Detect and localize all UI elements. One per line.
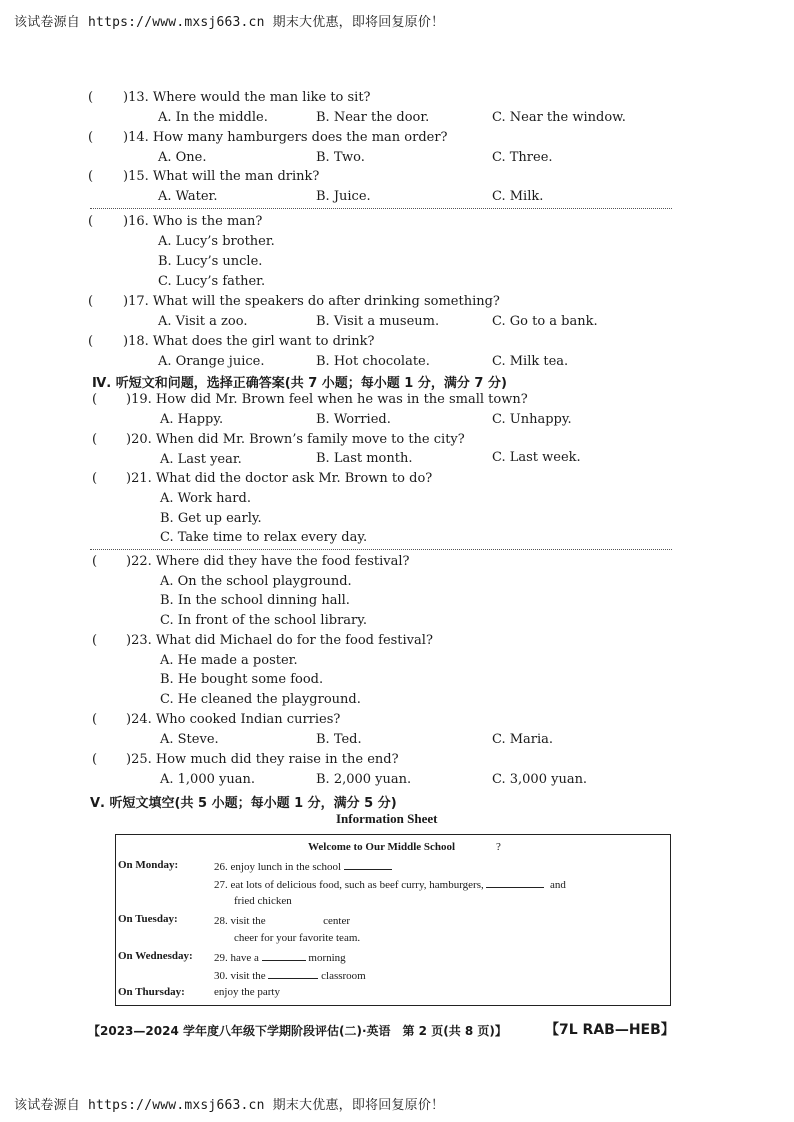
- question-14: )14. How many hamburgers does the man order?: [123, 130, 448, 145]
- option-b: B. Visit a museum.: [316, 314, 440, 329]
- information-sheet-box: [115, 834, 671, 1006]
- option-a: A. Water.: [158, 189, 218, 204]
- answer-paren: (: [88, 169, 94, 184]
- dotted-divider: [90, 549, 672, 550]
- answer-paren: (: [92, 752, 98, 767]
- sheet-mark: ?: [496, 841, 501, 853]
- source-banner-top: 该试卷源自 https://www.mxsj663.cn 期末大优惠，即将回复原价！: [14, 15, 445, 30]
- blank-26[interactable]: [344, 859, 392, 870]
- option-c: C. In front of the school library.: [160, 613, 367, 628]
- option-c: C. Lucy’s father.: [158, 274, 266, 289]
- option-b: B. Hot chocolate.: [316, 354, 430, 369]
- page-footer: 【2023—2024 学年度八年级下学期阶段评估(二)·英语 第 2 页(共 8 页)】: [88, 1024, 507, 1038]
- option-c: C. Near the window.: [492, 110, 626, 125]
- option-c: C. Go to a bank.: [492, 314, 598, 329]
- item-28-cont: cheer for your favorite team.: [234, 932, 361, 944]
- answer-paren: (: [88, 214, 94, 229]
- question-22: )22. Where did they have the food festival?: [126, 554, 410, 569]
- option-b: B. 2,000 yuan.: [316, 772, 412, 787]
- option-a: A. 1,000 yuan.: [160, 772, 255, 787]
- option-b: B. In the school dinning hall.: [160, 593, 350, 608]
- option-c: C. Unhappy.: [492, 412, 572, 427]
- item-27: 27. eat lots of delicious food, such as beef curry, hamburgers, and: [214, 879, 566, 891]
- option-a: A. He made a poster.: [160, 653, 298, 668]
- option-c: C. Last week.: [492, 450, 581, 465]
- question-18: )18. What does the girl want to drink?: [123, 334, 375, 349]
- question-21: )21. What did the doctor ask Mr. Brown to do?: [126, 471, 433, 486]
- dotted-divider: [90, 208, 672, 209]
- day-tuesday: On Tuesday:: [118, 913, 178, 925]
- blank-30[interactable]: [268, 968, 318, 979]
- answer-paren: (: [92, 471, 98, 486]
- answer-paren: (: [92, 712, 98, 727]
- item-26: 26. enjoy lunch in the school: [214, 859, 392, 873]
- question-25: )25. How much did they raise in the end?: [126, 752, 399, 767]
- answer-paren: (: [88, 294, 94, 309]
- day-thursday: On Thursday:: [118, 986, 185, 998]
- option-c: C. Maria.: [492, 732, 554, 747]
- option-b: B. He bought some food.: [160, 672, 324, 687]
- answer-paren: (: [88, 334, 94, 349]
- sheet-heading: Welcome to Our Middle School: [308, 841, 456, 853]
- blank-28[interactable]: [268, 913, 320, 924]
- day-wednesday: On Wednesday:: [118, 950, 193, 962]
- option-a: A. Orange juice.: [158, 354, 265, 369]
- option-a: A. Steve.: [160, 732, 219, 747]
- option-a: A. One.: [158, 150, 207, 165]
- option-c: C. Take time to relax every day.: [160, 530, 368, 545]
- option-b: B. Worried.: [316, 412, 391, 427]
- question-24: )24. Who cooked Indian curries?: [126, 712, 341, 727]
- answer-paren: (: [92, 554, 98, 569]
- question-16: )16. Who is the man?: [123, 214, 263, 229]
- blank-27[interactable]: [486, 877, 544, 888]
- option-a: A. In the middle.: [158, 110, 268, 125]
- paper-code: 【7L RAB—HEB】: [545, 1022, 675, 1038]
- option-b: B. Last month.: [316, 451, 413, 466]
- section-4-heading: Ⅳ. 听短文和问题，选择正确答案(共 7 小题；每小题 1 分，满分 7 分): [92, 376, 507, 391]
- blank-29[interactable]: [262, 950, 306, 961]
- item-party: enjoy the party: [214, 986, 280, 998]
- answer-paren: (: [92, 633, 98, 648]
- option-c: C. 3,000 yuan.: [492, 772, 588, 787]
- source-banner-bottom: 该试卷源自 https://www.mxsj663.cn 期末大优惠，即将回复原价！: [14, 1098, 445, 1113]
- answer-paren: (: [92, 432, 98, 447]
- option-c: C. Milk.: [492, 189, 544, 204]
- item-29: 29. have a morning: [214, 952, 346, 964]
- question-15: )15. What will the man drink?: [123, 169, 320, 184]
- answer-paren: (: [88, 90, 94, 105]
- option-a: A. Work hard.: [160, 491, 251, 506]
- answer-paren: (: [88, 130, 94, 145]
- option-b: B. Near the door.: [316, 110, 430, 125]
- item-30: 30. visit the classroom: [214, 970, 366, 982]
- question-19: )19. How did Mr. Brown feel when he was in the small town?: [126, 392, 528, 407]
- option-a: A. Happy.: [160, 412, 224, 427]
- question-13: )13. Where would the man like to sit?: [123, 90, 371, 105]
- option-b: B. Ted.: [316, 732, 362, 747]
- option-c: C. Three.: [492, 150, 553, 165]
- day-monday: On Monday:: [118, 859, 179, 871]
- item-27-cont: fried chicken: [234, 895, 292, 907]
- option-a: A. Lucy’s brother.: [158, 234, 275, 249]
- option-a: A. On the school playground.: [160, 574, 352, 589]
- option-b: B. Juice.: [316, 189, 371, 204]
- item-28: 28. visit the center: [214, 915, 351, 927]
- option-a: A. Last year.: [160, 452, 242, 467]
- question-20: )20. When did Mr. Brown’s family move to the city?: [126, 432, 465, 447]
- option-c: C. Milk tea.: [492, 354, 569, 369]
- option-b: B. Two.: [316, 150, 365, 165]
- option-a: A. Visit a zoo.: [158, 314, 248, 329]
- option-c: C. He cleaned the playground.: [160, 692, 361, 707]
- information-sheet-title: Information Sheet: [336, 811, 438, 826]
- option-b: B. Lucy’s uncle.: [158, 254, 263, 269]
- option-b: B. Get up early.: [160, 511, 262, 526]
- section-5-heading: Ⅴ. 听短文填空(共 5 小题；每小题 1 分，满分 5 分): [90, 796, 397, 811]
- answer-paren: (: [92, 392, 98, 407]
- question-17: )17. What will the speakers do after drinking something?: [123, 294, 500, 309]
- question-23: )23. What did Michael do for the food festival?: [126, 633, 433, 648]
